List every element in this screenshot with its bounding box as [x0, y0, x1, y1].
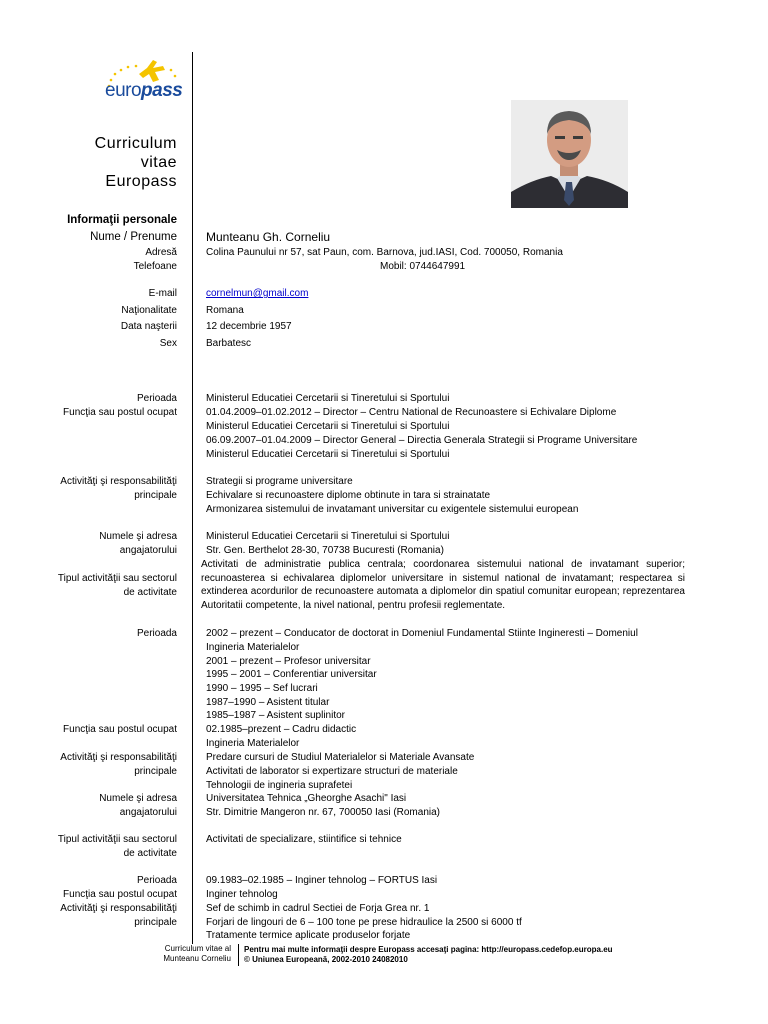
function-label: Funcţia sau postul ocupat: [63, 407, 177, 418]
period-label: Perioada: [136, 393, 177, 404]
title-line: Curriculum: [94, 135, 177, 152]
employer-line: Ministerul Educatiei Cercetarii si Tineretului si Sportului: [206, 531, 450, 542]
activity-item: Tratamente termice aplicate produselor forjate: [206, 930, 411, 941]
birthdate-value: 12 decembrie 1957: [206, 321, 292, 332]
activity-item: Armonizarea sistemului de invatamant universitar cu exigentele sistemului european: [206, 504, 579, 515]
period-line: 1990 – 1995 – Sef lucrari: [206, 683, 318, 694]
employer-line: Str. Dimitrie Mangeron nr. 67, 700050 Iasi (Romania): [206, 807, 440, 818]
employer-label-cont: angajatorului: [119, 807, 177, 818]
period-line: Ingineria Materialelor: [206, 642, 300, 653]
period-value: 09.1983–02.1985 – Inginer tehnolog – FORTUS Iasi: [206, 875, 438, 886]
function-label: Funcţia sau postul ocupat: [63, 889, 177, 900]
activities-label: Activităţi şi responsabilităţi: [60, 476, 177, 487]
cv-title: [95, 134, 177, 191]
activity-item: Strategii si programe universitare: [206, 476, 353, 487]
address-value: Colina Paunului nr 57, sat Paun, com. Barnova, jud.IASI, Cod. 700050, Romania: [206, 247, 563, 258]
period-label: Perioada: [136, 875, 177, 886]
activities-label-cont: principale: [134, 490, 177, 501]
email-link[interactable]: cornelmun@gmail.com: [206, 288, 309, 299]
profile-photo: [511, 100, 628, 208]
nationality-value: Romana: [206, 305, 244, 316]
title-line: Europass: [105, 173, 177, 190]
sector-label-cont: de activitate: [123, 848, 177, 859]
footer-left-line: Curriculum vitae al: [164, 944, 231, 953]
function-line: Ingineria Materialelor: [206, 738, 300, 749]
activities-label-cont: principale: [134, 766, 177, 777]
footer-right: [244, 945, 613, 965]
activity-item: Forjari de lingouri de 6 – 100 tone pe prese hidraulice la 2500 si 6000 tf: [206, 917, 522, 928]
period-line: 2001 – prezent – Profesor universitar: [206, 656, 371, 667]
period-label: Perioada: [136, 628, 177, 639]
employer-line: Str. Gen. Berthelot 28-30, 70738 Bucuresti (Romania): [206, 545, 444, 556]
footer-europass-link[interactable]: Pentru mai multe informaţii despre Europass accesaţi pagina: http://europass.cedefop.europa.eu: [244, 945, 613, 954]
activities-label: Activităţi şi responsabilităţi: [60, 752, 177, 763]
activity-item: Predare cursuri de Studiul Materialelor si Materiale Avansate: [206, 752, 475, 763]
phone-value: Mobil: 0744647991: [380, 261, 466, 272]
nationality-label: Naţionalitate: [121, 305, 177, 316]
sector-label: Tipul activităţii sau sectorul: [57, 834, 177, 845]
activities-label-cont: principale: [134, 917, 177, 928]
function-value: Inginer tehnolog: [206, 889, 278, 900]
sex-label: Sex: [159, 338, 177, 349]
person-name: Munteanu Gh. Corneliu: [206, 230, 331, 244]
footer-left: [163, 944, 231, 964]
period-line: 2002 – prezent – Conducator de doctorat in Domeniul Fundamental Stiinte Ingineresti – Domeniul: [206, 628, 638, 639]
name-label: Nume / Prenume: [90, 231, 177, 243]
sector-label: Tipul activităţii sau sectorul: [57, 573, 177, 584]
employer-label: Numele şi adresa: [99, 531, 177, 542]
activity-item: Activitati de laborator si expertizare structuri de materiale: [206, 766, 458, 777]
employer-line: Universitatea Tehnica „Gheorghe Asachi" Iasi: [206, 793, 407, 804]
footer-left-line: Munteanu Corneliu: [163, 954, 231, 963]
period-line: 06.09.2007–01.04.2009 – Director General – Directia Generala Strategii si Programe Universitare: [206, 435, 638, 446]
sector-label-cont: de activitate: [123, 587, 177, 598]
phone-label: Telefoane: [133, 261, 177, 272]
title-line: vitae: [140, 154, 177, 171]
employer-label: Numele şi adresa: [99, 793, 177, 804]
europass-logo: europass: [105, 80, 183, 101]
address-label: Adresă: [145, 247, 177, 258]
activities-label: Activităţi şi responsabilităţi: [60, 903, 177, 914]
section-heading-personal: Informaţii personale: [67, 214, 177, 226]
period-line: 1985–1987 – Asistent suplinitor: [206, 710, 345, 721]
footer-copyright: © Uniunea Europeană, 2002-2010 24082010: [244, 955, 408, 964]
function-line: 02.1985–prezent – Cadru didactic: [206, 724, 357, 735]
sector-value: Activitati de administratie publica centrala; coordonarea sistemului national de invatamant superior; recunoasterea si echivalarea diplomelor universitare in sistemul national de invatamant; respectarea si extinderea acordurilor de recunoastere automata a diplomelor din spatiul comunitar european; reprezentarea Autoritatii competente, la nivel national, pentru profesii reglementate.: [201, 559, 685, 611]
section-divider-line: [192, 52, 193, 944]
sex-value: Barbatesc: [206, 338, 252, 349]
activity-item: Echivalare si recunoastere diplome obtinute in tara si strainatate: [206, 490, 491, 501]
period-line: Ministerul Educatiei Cercetarii si Tineretului si Sportului: [206, 421, 450, 432]
email-label: E-mail: [148, 288, 177, 299]
period-line: 1987–1990 – Asistent titular: [206, 697, 330, 708]
birthdate-label: Data naşterii: [120, 321, 177, 332]
period-line: Ministerul Educatiei Cercetarii si Tineretului si Sportului: [206, 449, 450, 460]
sector-value: Activitati de specializare, stiintifice si tehnice: [206, 834, 402, 845]
employer-label-cont: angajatorului: [119, 545, 177, 556]
activity-item: Tehnologii de ingineria suprafetei: [206, 780, 353, 791]
period-line: 01.04.2009–01.02.2012 – Director – Centru National de Recunoastere si Echivalare Diplome: [206, 407, 617, 418]
period-line: 1995 – 2001 – Conferentiar universitar: [206, 669, 377, 680]
activity-item: Sef de schimb in cadrul Sectiei de Forja Grea nr. 1: [206, 903, 430, 914]
function-label: Funcţia sau postul ocupat: [63, 724, 177, 735]
footer-divider: [238, 944, 239, 966]
period-line: Ministerul Educatiei Cercetarii si Tineretului si Sportului: [206, 393, 450, 404]
